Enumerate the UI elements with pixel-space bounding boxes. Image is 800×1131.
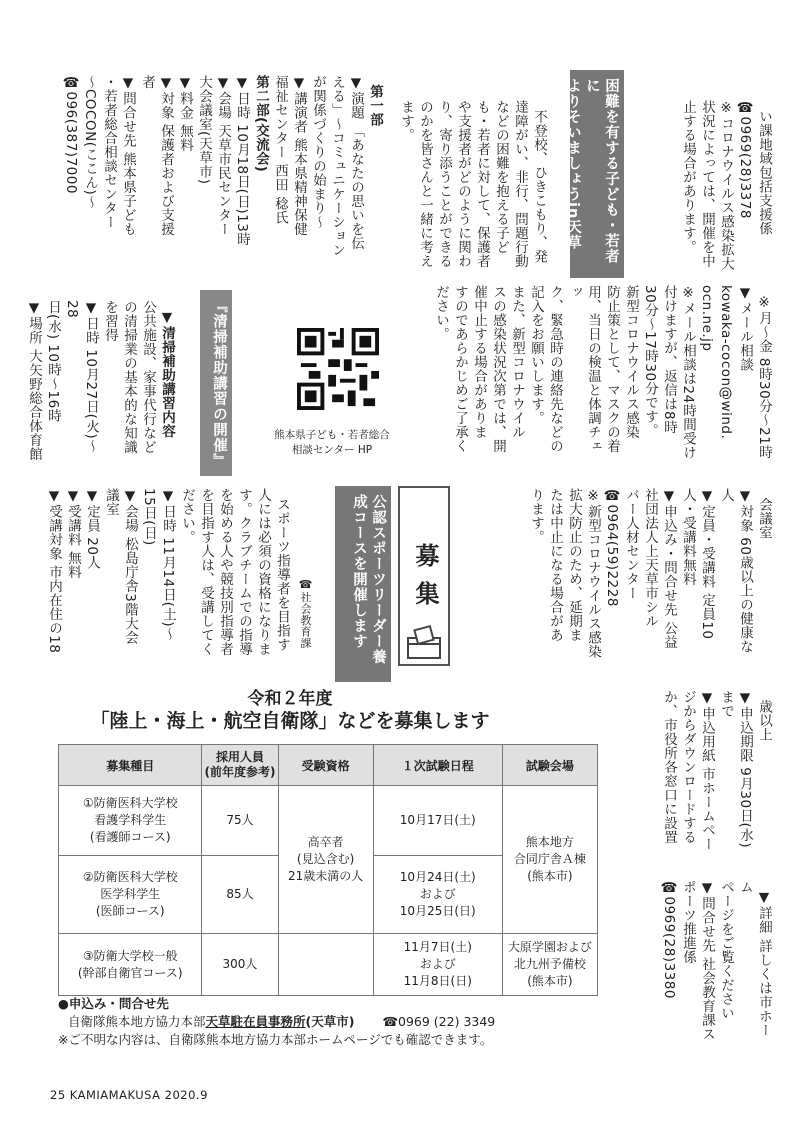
heading-konnan: 困難を有する子ども・若者に よりそいましょうin天草 (570, 70, 624, 278)
contact-line: 自衛隊熊本地方協力本部天草駐在員事務所(天草市) ☎0969 (22) 3349 (68, 1014, 496, 1029)
qr-code-icon (297, 328, 379, 410)
table-cell: 300人 (202, 934, 278, 996)
contact-note: ※ご不明な内容は、自衛隊熊本地方協力本部ホームページでも確認できます。 (58, 1032, 493, 1047)
table-cell: 11月7日(土) および 11月8日(日) (373, 934, 502, 996)
text-column-3: 会議室 ▼対象 60歳以上の健康な 人 ▼定員・受講料 定員10 人・受講料無料 ▼申込み・問合せ先 公益 社団法人上天草市シル バー人材センター ☎0964(59)2228 ※新型コロナウイルス感染 拡大防止のため、延期ま たは中止になる場合があ ります。 (528, 488, 772, 659)
contact-heading: ●申込み・問合せ先 (58, 996, 169, 1011)
heading-seiso: 『清掃補助講習の開催』 (200, 290, 232, 476)
table-cell: 85人 (202, 856, 278, 934)
sports-dept-label: ☎社会教育課 (299, 578, 312, 649)
table-cell: 75人 (202, 786, 278, 856)
text-column-sports: スポーツ指導者を目指す 人には必須の資格になりま す。クラブチームでの指導 を始める人や競技別指導者 を目指す人は、受講してく ださい。 ▼日時 11月14日(土)～ 15日(日) ▼会場 松島庁舎3階大会 議室 ▼定員 20人 ▼受講料 無料 ▼受講対象 市内在住の18 (46, 488, 290, 656)
ballot-box-icon (404, 624, 444, 660)
table-cell: 大原学園および 北九州予備校 (熊本市) (502, 934, 597, 996)
text-column-5: ▼詳細 詳しくは市ホーム ページをご覧ください ▼問合せ先 社会教育課ス ポーツ推進係 ☎0969(28)3380 (661, 880, 772, 1042)
page-footer: 25 KAMIAMAKUSA 2020.9 (50, 1088, 208, 1102)
heading-sports: 公認スポーツリーダー養 成コースを開催します (335, 486, 391, 682)
table-cell: 高卒者 (見込含む) 21歳未満の人 (278, 786, 373, 934)
col-header: 受験資格 (278, 745, 373, 786)
phone-icon: ☎ (299, 578, 312, 592)
recruit-title: 「陸上・海上・航空自衛隊」などを募集します (90, 710, 490, 732)
recruit-contact (58, 995, 495, 1049)
table-row (59, 934, 598, 996)
text-column-2: ※月～金 8時30分～21時 ▼メール相談 kowaka-cocon@wind. ocn.ne.jp ※メール相談は24時間受け 付けますが、返信は8時 30分～17時30分です。 新型コロナウイルス感染 防止策として、マスクの着 用、当日の検温と体調チェッ ク、緊急時の連絡先などの 記入をお願いします。 また、新型コロナウイル スの感染状況次第では、開 催中止する場合がありま すのであらかじめご了承く ださい。 (433, 285, 772, 460)
text-column-4: 歳以上 ▼申込期限 9月30日(水) まで ▼申込用紙 市ホームペー ジからダウンロードする か、市役所各窓口に設置 (661, 690, 772, 852)
col-header: 募集種目 (59, 745, 202, 786)
table-header-row (59, 745, 598, 786)
table-cell: ②防衛医科大学校 医学科学生 (医師コース) (59, 856, 202, 934)
text-column-konnan-1: 不登校、ひきこもり、発 達障がい、非行、問題行動 などの困難を抱える子ど も・若者に対して、保護者 や支援者がどのように関わ り、寄り添うことができる のかを皆さんと一緒に考え ます。 (398, 100, 547, 268)
table-row (59, 786, 598, 856)
qr-caption: 熊本県子ども・若者総合 相談センター HP (274, 429, 390, 456)
col-header: １次試験日程 (373, 745, 502, 786)
table-cell: ③防衛大学校一般 (幹部自衛官コース) (59, 934, 202, 996)
table-cell: 熊本地方 合同庁舎Ａ棟 (熊本市) (502, 786, 597, 934)
text-column-1: い課地域包括支援係 ☎0969(28)3378 ※コロナウイルス感染拡大 状況によっては、開催を中 止する場合があります。 (680, 100, 772, 271)
col-header: 採用人員 (前年度参考) (202, 745, 278, 786)
recruit-title-year: 令和２年度 (247, 689, 333, 709)
text-column-konnan-2: 第一部 ▼演題 「あなたの思いを伝 える」～コミュニケーション が関係づくりの始まり～ ▼講演者 熊本県精神保健 福祉センター 西田 稔氏 第二部(交流会) ▼日時 10月18日(日)13時 ▼会場 天草市民センター 大会議室(天草市) ▼料金 無料 ▼対象 保護者および支援 者 ▼問合せ先 熊本県子ども ・若者総合相談センター ～COCON(ここん)～ ☎096(387)7000 (63, 75, 383, 257)
table-cell: 10月24日(土) および 10月25日(日) (373, 856, 502, 934)
recruit-badge: 募集 (398, 486, 450, 666)
col-header: 試験会場 (502, 745, 597, 786)
table-cell: 10月17日(土) (373, 786, 502, 856)
text-column-seiso: ▼清掃補助講習内容 公共施設、家事代行など の清掃業の基本的な知識 を習得 ▼日時 10月27日(火)～28 日(水) 10時～16時 ▼場所 大矢野総合体育館 (26, 300, 175, 462)
table-cell: ①防衛医科大学校 看護学科学生 (看護師コース) (59, 786, 202, 856)
recruit-table (58, 744, 598, 996)
table-cell (278, 934, 373, 996)
